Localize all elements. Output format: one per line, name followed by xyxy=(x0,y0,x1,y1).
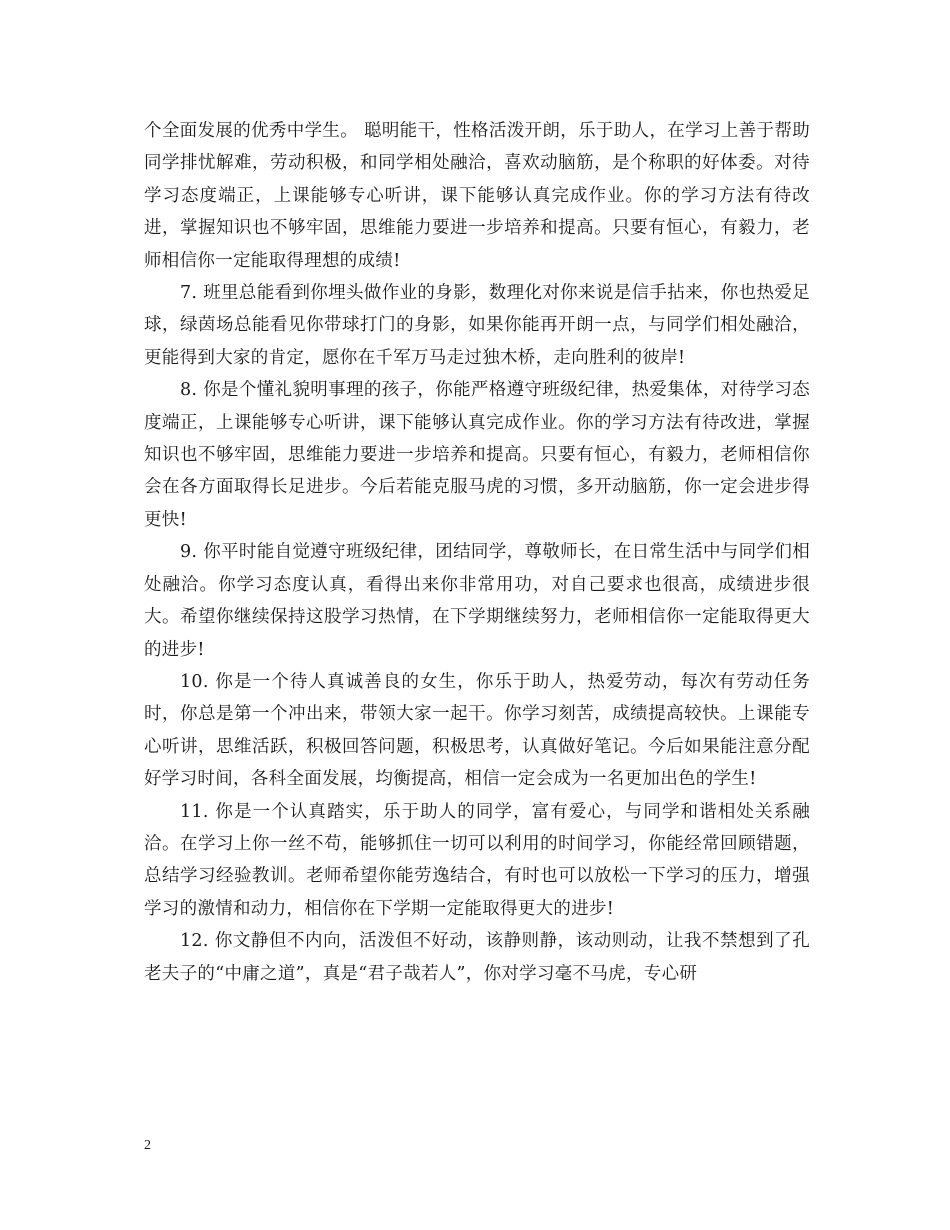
paragraph-item-12: 12. 你文静但不内向，活泼但不好动，该静则静，该动则动，让我不禁想到了孔老夫子的“中庸之道”，真是“君子哉若人”，你对学习毫不马虎，专心研 xyxy=(144,931,810,984)
paragraph-item-7: 7. 班里总能看到你埋头做作业的身影，数理化对你来说是信手拈来，你也热爱足球，绿茵场总能看见你带球打门的身影，如果你能再开朗一点，与同学们相处融洽，更能得到大家的肯定，愿你在千军万马走过独木桥，走向胜利的彼岸! xyxy=(144,283,810,368)
paragraph-item-8: 8. 你是个懂礼貌明事理的孩子，你能严格遵守班级纪律，热爱集体，对待学习态度端正，上课能够专心听讲，课下能够认真完成作业。你的学习方法有待改进，掌握知识也不够牢固，思维能力要进一步培养和提高。只要有恒心，有毅力，老师相信你会在各方面取得长足进步。今后若能克服马虎的习惯，多开动脑筋，你一定会进步得更快! xyxy=(144,380,810,530)
paragraph-item-10: 10. 你是一个待人真诚善良的女生，你乐于助人，热爱劳动，每次有劳动任务时，你总是第一个冲出来，带领大家一起干。你学习刻苦，成绩提高较快。上课能专心听讲，思维活跃，积极回答问题，积极思考，认真做好笔记。今后如果能注意分配好学习时间，各科全面发展，均衡提高，相信一定会成为一名更加出色的学生! xyxy=(144,671,810,790)
paragraph-item-9: 9. 你平时能自觉遵守班级纪律，团结同学，尊敬师长，在日常生活中与同学们相处融洽。你学习态度认真，看得出来你非常用功，对自己要求也很高，成绩进步很大。希望你继续保持这股学习热情，在下学期继续努力，老师相信你一定能取得更大的进步! xyxy=(144,542,810,660)
page-number: 2 xyxy=(144,1138,151,1153)
document-body xyxy=(144,115,810,990)
paragraph-continuation: 个全面发展的优秀中学生。 聪明能干，性格活泼开朗，乐于助人，在学习上善于帮助同学排忧解难，劳动积极，和同学相处融洽，喜欢动脑筋，是个称职的好体委。对待学习态度端正，上课能够专心听讲，课下能够认真完成作业。你的学习方法有待改进，掌握知识也不够牢固，思维能力要进一步培养和提高。只要有恒心，有毅力，老师相信你一定能取得理想的成绩! xyxy=(144,121,810,271)
paragraph-item-11: 11. 你是一个认真踏实，乐于助人的同学，富有爱心，与同学和谐相处关系融洽。在学习上你一丝不苟，能够抓住一切可以利用的时间学习，你能经常回顾错题，总结学习经验教训。老师希望你能劳逸结合，有时也可以放松一下学习的压力，增强学习的激情和动力，相信你在下学期一定能取得更大的进步! xyxy=(144,801,810,919)
